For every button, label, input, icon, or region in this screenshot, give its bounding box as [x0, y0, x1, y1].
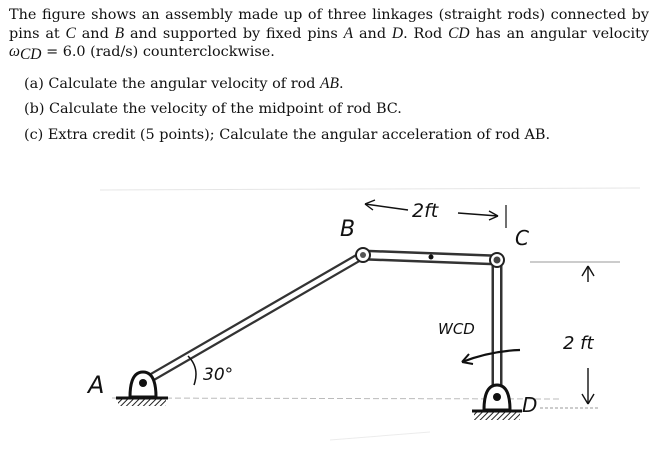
pin-b-ref: B [114, 24, 125, 42]
omega-symbol: ω [9, 43, 20, 60]
omega-cd-label: WCD [438, 320, 475, 338]
pin-b [356, 248, 370, 262]
question-part-b: (b) Calculate the velocity of the midpoint of rod BC. [24, 101, 402, 117]
label-d: D [522, 393, 538, 417]
rod-bc [363, 255, 497, 261]
intro-text-2: and [75, 25, 115, 42]
pin-c [490, 253, 504, 267]
angle-label: 30° [203, 365, 234, 385]
intro-text-3: and supported by fixed pins [124, 25, 344, 42]
linkage-diagram [0, 180, 658, 455]
question-parts [9, 75, 649, 145]
intro-text-1: The figure shows an assembly made up of three linkages (straight rods) connected by pins at [9, 7, 649, 42]
rod-ab [142, 255, 363, 383]
bc-length-label: 2ft [412, 200, 439, 222]
support-d [472, 385, 522, 420]
omega-subscript: CD [19, 46, 42, 63]
midpoint-bc [429, 255, 434, 260]
cd-length-label: 2 ft [563, 333, 594, 354]
label-a: A [88, 371, 105, 399]
label-c: C [515, 226, 529, 250]
scan-line-top [100, 188, 640, 190]
scan-line-bottom [330, 432, 430, 440]
pin-d-ref: D [391, 24, 404, 42]
pin-a-ref: A [343, 24, 354, 42]
question-part-c: (c) Extra credit (5 points); Calculate the angular acceleration of rod AB. [24, 126, 551, 143]
question-part-a: (a) Calculate the angular velocity of rod AB. [24, 74, 344, 92]
omega-arrow [462, 350, 520, 364]
label-b: B [340, 217, 356, 242]
pin-c-ref: C [65, 24, 76, 42]
intro-text-6: has an angular velocity [469, 25, 649, 42]
intro-text-5: . Rod [403, 25, 449, 42]
rod-cd-ref: CD [448, 24, 470, 42]
intro-text-7: = 6.0 (rad/s) counterclockwise. [41, 44, 275, 60]
problem-intro [9, 7, 649, 64]
problem-statement [9, 7, 649, 152]
intro-text-4: and [353, 25, 392, 42]
